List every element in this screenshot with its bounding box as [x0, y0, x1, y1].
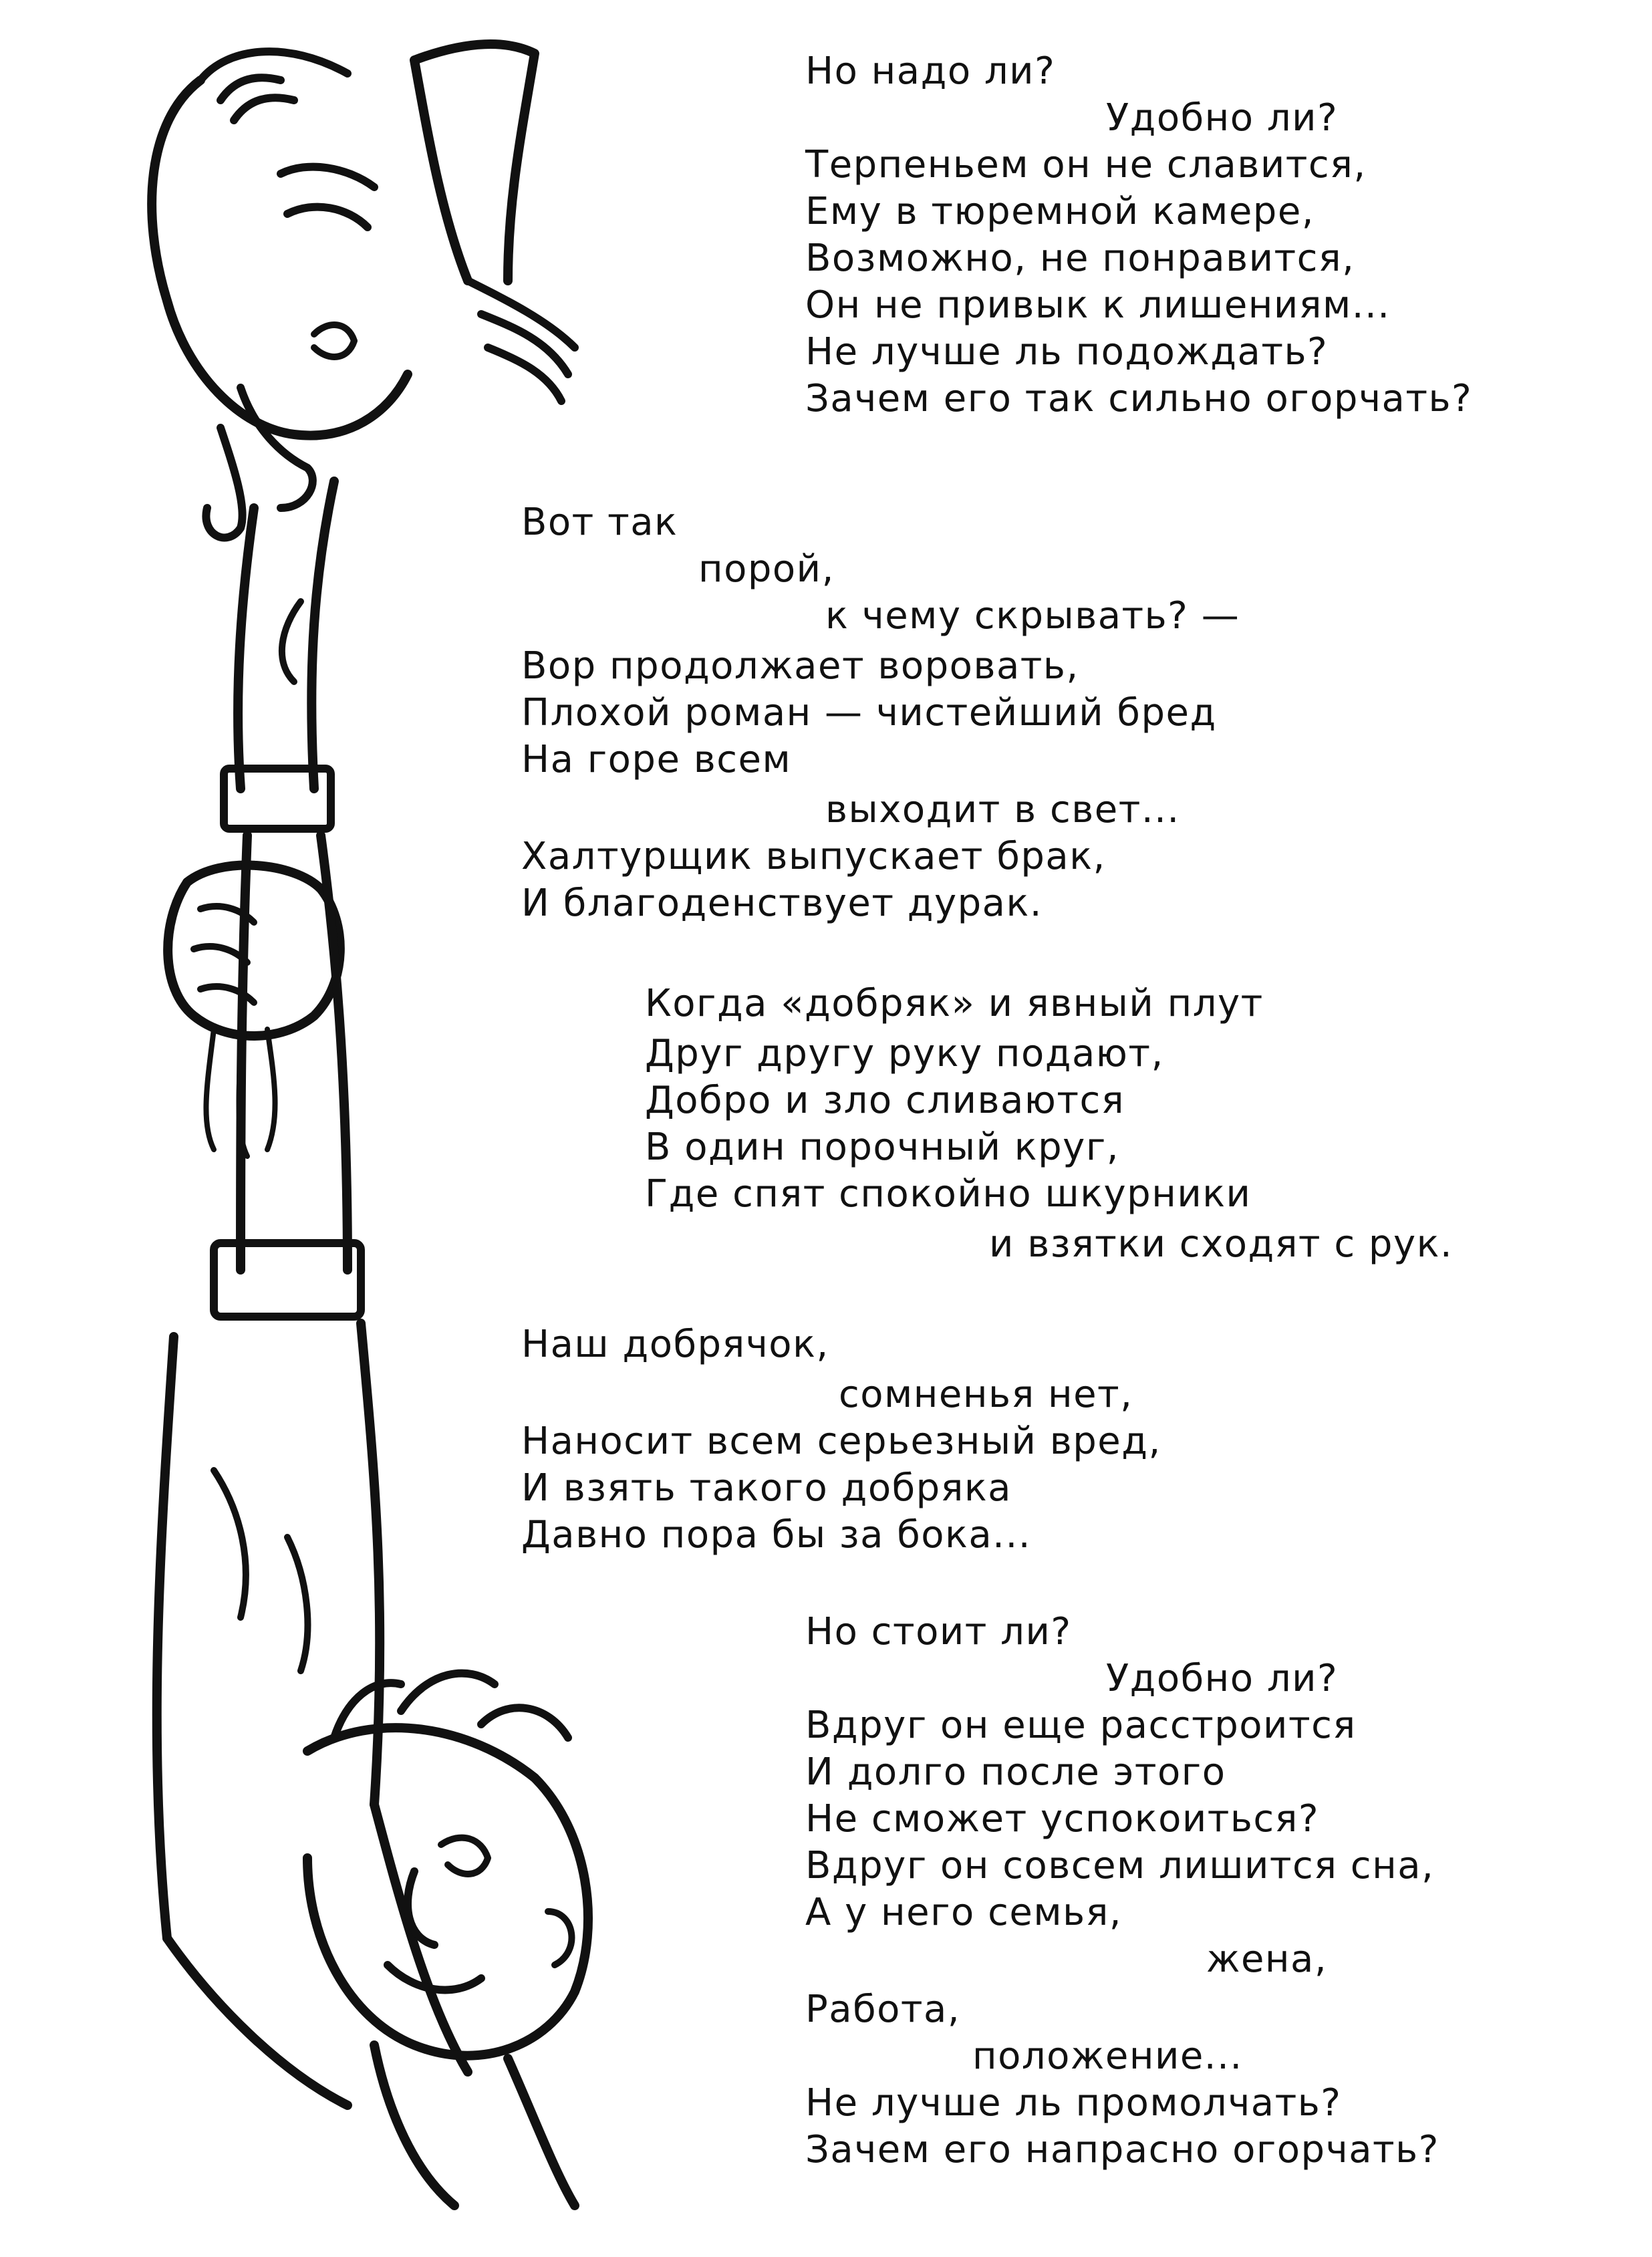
poem-line: Наносит всем серьезный вред, [521, 1420, 1161, 1463]
poem-line: Друг другу руку подают, [645, 1032, 1164, 1075]
poem-line: Когда «добряк» и явный плут [645, 982, 1264, 1025]
poem-line: Наш добрячок, [521, 1323, 829, 1366]
poem-line: Не лучше ль подождать? [805, 330, 1329, 374]
poem-line: выходит в свет... [825, 788, 1180, 831]
poem-line: В один порочный круг, [645, 1125, 1120, 1169]
poem-line: сомненья нет, [839, 1373, 1133, 1416]
poem-line: порой, [698, 547, 835, 591]
poem-line: Вор продолжает воровать, [521, 644, 1079, 688]
poem-line: Возможно, не понравится, [805, 237, 1355, 280]
poem-line: И взять такого добряка [521, 1466, 1012, 1510]
poem-line: Ему в тюремной камере, [805, 190, 1315, 233]
poem-line: Халтурщик выпускает брак, [521, 835, 1106, 878]
poem-line: Не сможет успокоиться? [805, 1797, 1320, 1841]
poem-line: И долго после этого [805, 1750, 1226, 1794]
poem-line: Но стоит ли? [805, 1610, 1072, 1653]
poem-line: Работа, [805, 1988, 961, 2031]
poem-line: Зачем его напрасно огорчать? [805, 2128, 1439, 2171]
poem-line: положение... [972, 2034, 1243, 2078]
poem-line: Вдруг он совсем лишится сна, [805, 1844, 1435, 1887]
poem-line: к чему скрывать? — [825, 594, 1240, 638]
poem-line: Давно пора бы за бока... [521, 1513, 1032, 1557]
poem-line: Терпеньем он не славится, [805, 143, 1367, 186]
poem-line: Зачем его так сильно огорчать? [805, 377, 1473, 420]
poem-line: Но надо ли? [805, 49, 1056, 93]
poem-line: Добро и зло сливаются [645, 1079, 1125, 1122]
poem-line: Удобно ли? [1106, 1657, 1339, 1700]
poem-line: Не лучше ль промолчать? [805, 2081, 1342, 2125]
poem-line: Вдруг он еще расстроится [805, 1704, 1357, 1747]
poem-line: На горе всем [521, 738, 792, 781]
poem-line: Удобно ли? [1106, 96, 1339, 140]
poem-line: и взятки сходят с рук. [989, 1222, 1454, 1266]
poem-line: А у него семья, [805, 1891, 1123, 1934]
poem-line: Вот так [521, 501, 678, 544]
poem-line: Плохой роман — чистейший бред [521, 691, 1217, 735]
poem-line: И благоденствует дурак. [521, 882, 1043, 925]
poem-line: Где спят спокойно шкурники [645, 1172, 1252, 1216]
poem-line: Он не привык к лишениям... [805, 283, 1391, 327]
poem-line: жена, [1206, 1938, 1328, 1981]
